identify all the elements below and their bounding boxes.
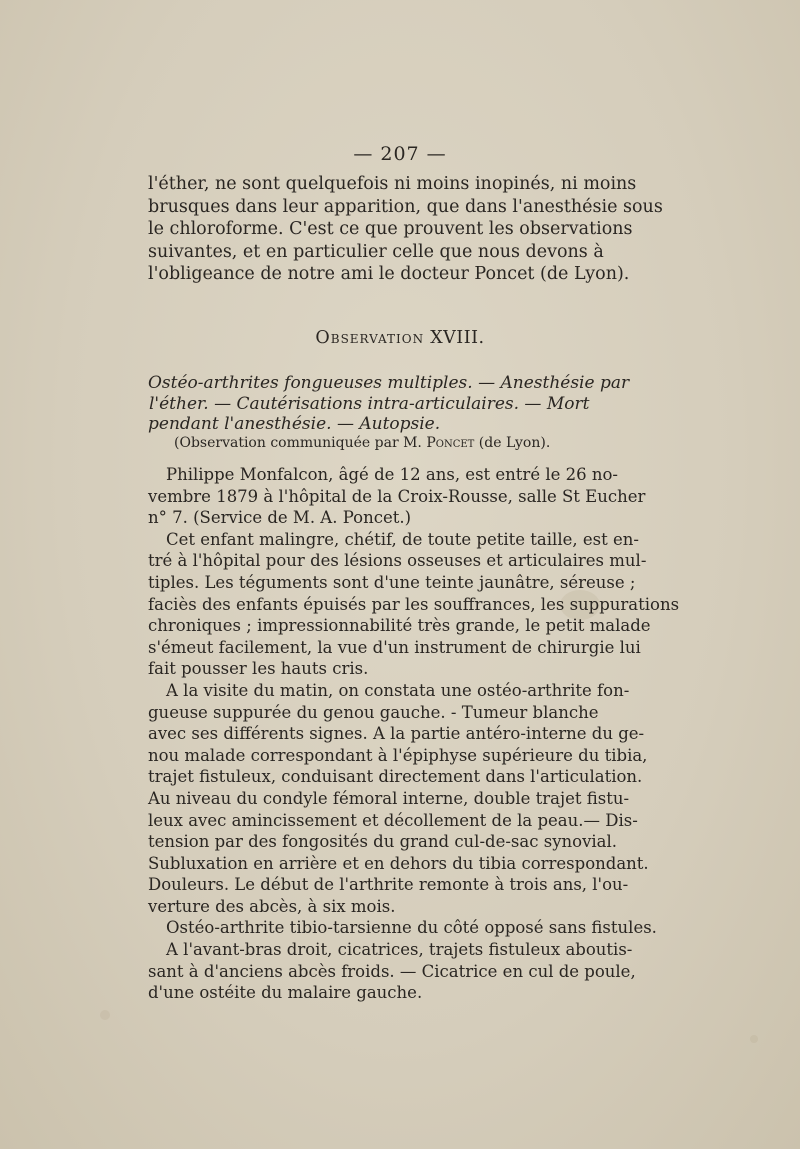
- text-line: gueuse suppurée du genou gauche. - Tumeur blanche: [148, 702, 599, 722]
- text-line: faciès des enfants épuisés par les souffrances, les suppurations: [148, 594, 680, 614]
- subtitle-line: l'éther. — Cautérisations intra-articulaires. — Mort: [149, 393, 590, 414]
- text-line: A l'avant-bras droit, cicatrices, trajets fistuleux aboutis-: [166, 940, 633, 960]
- text-line: tiples. Les téguments sont d'une teinte jaunâtre, séreuse ;: [148, 572, 636, 592]
- intro-paragraph: [148, 173, 663, 286]
- text-line: suivantes, et en particulier celle que nous devons à: [148, 241, 604, 262]
- observation-label: Observation: [315, 328, 425, 348]
- source-prefix: (Observation communiquée par M.: [174, 435, 422, 451]
- observation-source: [174, 435, 550, 451]
- text-line: sant à d'anciens abcès froids. — Cicatrice en cul de poule,: [148, 961, 636, 981]
- observation-heading: [0, 328, 800, 348]
- text-line: Subluxation en arrière et en dehors du tibia correspondant.: [148, 853, 649, 873]
- text-line: n° 7. (Service de M. A. Poncet.): [148, 508, 412, 528]
- text-line: s'émeut facilement, la vue d'un instrument de chirurgie lui: [148, 637, 641, 657]
- text-line: brusques dans leur apparition, que dans l'anesthésie sous: [148, 196, 663, 217]
- text-line: trajet fistuleux, conduisant directement dans l'articulation.: [148, 767, 643, 787]
- text-line: vembre 1879 à l'hôpital de la Croix-Rousse, salle St Eucher: [148, 486, 646, 506]
- paper-stain: [750, 1035, 758, 1043]
- text-line: Cet enfant malingre, chétif, de toute petite taille, est en-: [166, 529, 639, 549]
- source-suffix: (de Lyon).: [478, 435, 551, 451]
- text-line: nou malade correspondant à l'épiphyse supérieure du tibia,: [148, 745, 648, 765]
- text-line: l'obligeance de notre ami le docteur Poncet (de Lyon).: [148, 264, 630, 284]
- observation-number: XVIII.: [430, 328, 485, 348]
- source-name: Poncet: [426, 435, 475, 451]
- text-line: Douleurs. Le début de l'arthrite remonte à trois ans, l'ou-: [148, 875, 629, 895]
- text-line: avec ses différents signes. A la partie antéro-interne du ge-: [148, 724, 645, 744]
- text-line: le chloroforme. C'est ce que prouvent les observations: [148, 219, 633, 239]
- text-line: A la visite du matin, on constata une ostéo-arthrite fon-: [166, 680, 630, 700]
- text-line: leux avec amincissement et décollement de la peau.— Dis-: [148, 810, 638, 830]
- text-line: d'une ostéite du malaire gauche.: [148, 983, 423, 1003]
- text-line: tré à l'hôpital pour des lésions osseuses et articulaires mul-: [148, 551, 647, 571]
- text-line: verture des abcès, à six mois.: [148, 896, 396, 916]
- text-line: tension par des fongosités du grand cul-de-sac synovial.: [148, 832, 618, 852]
- text-line: chroniques ; impressionnabilité très grande, le petit malade: [148, 616, 651, 636]
- text-line: fait pousser les hauts cris.: [148, 659, 369, 679]
- observation-body: [148, 464, 680, 1004]
- text-line: Philippe Monfalcon, âgé de 12 ans, est entré le 26 no-: [166, 465, 618, 484]
- observation-subtitle: [148, 373, 630, 435]
- text-line: Ostéo-arthrite tibio-tarsienne du côté opposé sans fistules.: [166, 918, 657, 938]
- subtitle-line: Ostéo-arthrites fongueuses multiples. — Anesthésie par: [148, 373, 630, 393]
- paper-stain: [100, 1010, 110, 1020]
- text-line: l'éther, ne sont quelquefois ni moins inopinés, ni moins: [148, 174, 637, 194]
- subtitle-line: pendant l'anesthésie. — Autopsie.: [148, 414, 441, 434]
- text-line: Au niveau du condyle fémoral interne, double trajet fistu-: [148, 788, 630, 808]
- page-number: — 207 —: [353, 143, 447, 165]
